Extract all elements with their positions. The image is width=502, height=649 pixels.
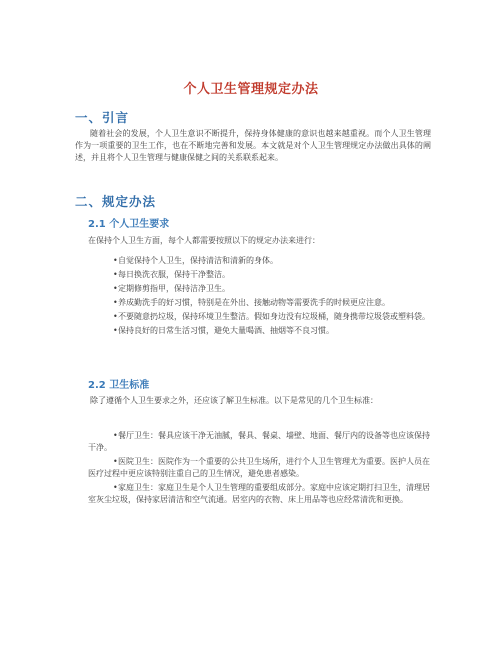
bullet-icon: • — [113, 256, 118, 265]
bullet-icon: • — [113, 326, 118, 335]
document-title: 个人卫生管理规定办法 — [183, 82, 319, 97]
bullet-icon: • — [113, 312, 118, 321]
subsection-heading-hygiene-standards: 2.2 卫生标准 — [88, 380, 150, 391]
subsection-intro-personal-hygiene: 在保持个人卫生方面，每个人都需要按照以下的规定办法来进行： — [88, 236, 320, 245]
hygiene-standards-list — [88, 430, 430, 508]
list-item: • 不要随意扔垃圾，保持环境卫生整洁。假如身边没有垃圾桶，随身携带垃圾袋或塑料袋。 — [113, 312, 430, 321]
section-heading-rules: 二、规定办法 — [75, 194, 157, 209]
bullet-icon: • — [113, 270, 118, 279]
list-item: • 保持良好的日常生活习惯，避免大量喝酒、抽烟等不良习惯。 — [113, 326, 334, 335]
list-item: • 家庭卫生：家庭卫生是个人卫生管理的重要组成部分。家庭中应该定期打扫卫生，清理居室灰尘垃圾，保持家居清洁和空气流通。居室内的衣物、床上用品等也应经常清洗和更换。 — [88, 483, 430, 504]
personal-hygiene-list — [88, 255, 430, 339]
list-item: • 养成勤洗手的好习惯，特别是在外出、接触动物等需要洗手的时候更应注意。 — [113, 298, 390, 307]
subsection-heading-personal-hygiene: 2.1 个人卫生要求 — [88, 219, 170, 230]
intro-paragraph: 随着社会的发展，个人卫生意识不断提升，保持身体健康的意识也越来越重视。而个人卫生管理作为一项重要的卫生工作，也在不断地完善和发展。本文就是对个人卫生管理规定办法做出具体的阐述，并且将个人卫生管理与健康保健之间的关系联系起来。 — [75, 129, 431, 162]
bullet-icon: • — [113, 431, 118, 440]
bullet-icon: • — [113, 483, 118, 492]
list-item: • 餐厅卫生：餐具应该干净无油腻，餐具、餐桌、墙壁、地面、餐厅内的设备等也应该保持干净。 — [88, 431, 430, 452]
list-item: • 自觉保持个人卫生，保持清洁和清新的身体。 — [113, 256, 278, 265]
list-item: • 定期修剪指甲，保持洁净卫生。 — [113, 284, 230, 293]
bullet-icon: • — [113, 284, 118, 293]
list-item: • 医院卫生：医院作为一个重要的公共卫生场所，进行个人卫生管理尤为重要。医护人员在医疗过程中更应该特别注重自己的卫生情况，避免患者感染。 — [88, 457, 430, 478]
subsection-intro-hygiene-standards: 除了遵循个人卫生要求之外，还应该了解卫生标准。以下是常见的几个卫生标准： — [90, 396, 378, 405]
list-item: • 每日换洗衣服，保持干净整洁。 — [113, 270, 230, 279]
bullet-icon: • — [113, 298, 118, 307]
section-heading-intro: 一、引言 — [75, 110, 130, 125]
bullet-icon: • — [113, 457, 118, 466]
